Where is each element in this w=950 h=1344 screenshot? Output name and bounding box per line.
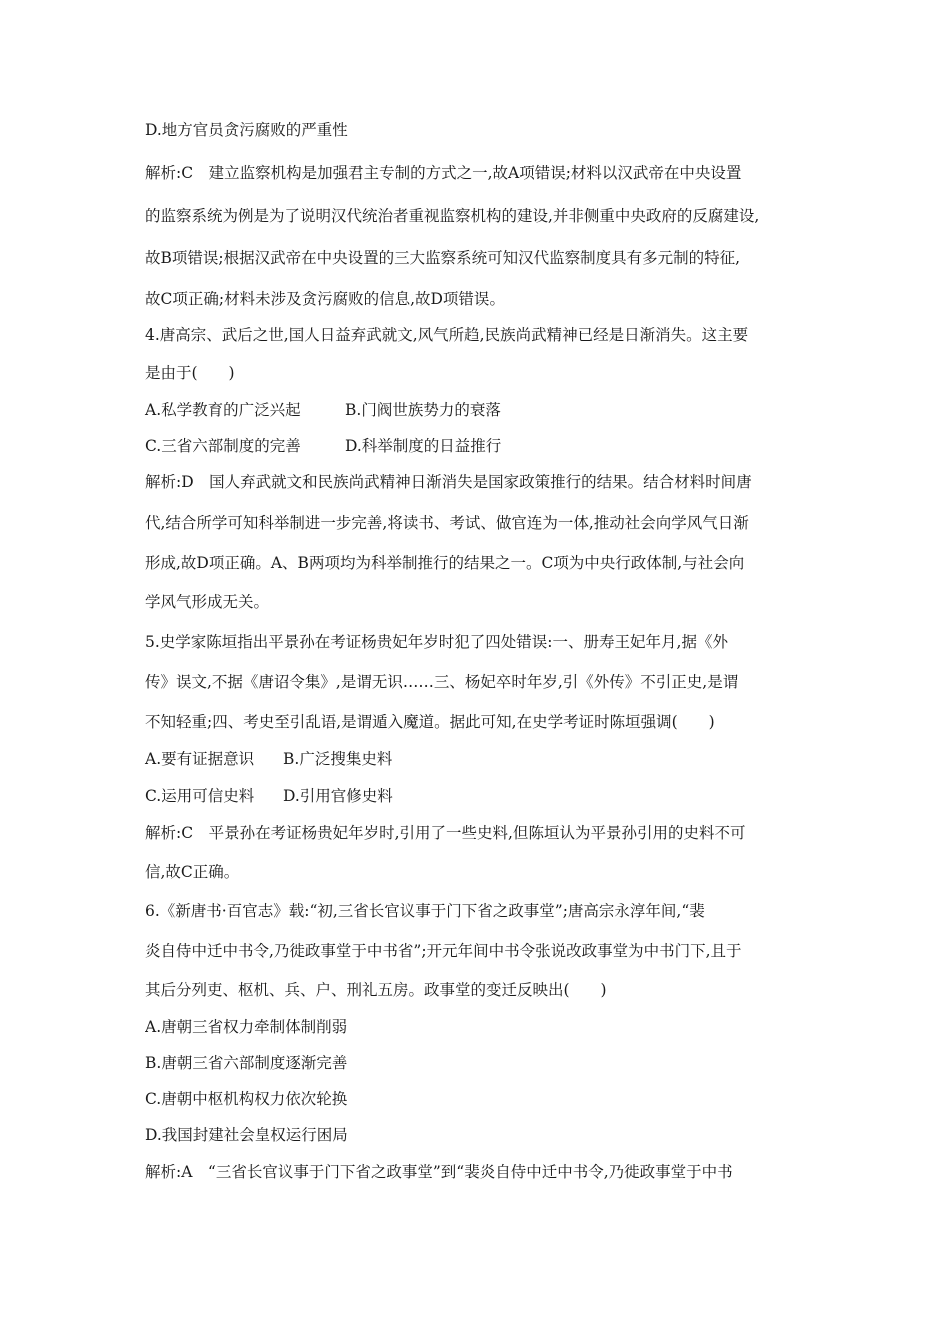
q4-option-b: B.门阀世族势力的衰落 bbox=[345, 401, 501, 419]
q3-analysis-line-4: 故C项正确;材料未涉及贪污腐败的信息,故D项错误。 bbox=[145, 290, 505, 308]
q6-stem-line-2: 炎自侍中迁中书令,乃徙政事堂于中书省”;开元年间中书令张说改政事堂为中书门下,且于 bbox=[145, 942, 742, 960]
q4-option-d: D.科举制度的日益推行 bbox=[345, 437, 502, 455]
q6-option-a: A.唐朝三省权力牵制体制削弱 bbox=[145, 1018, 348, 1036]
q4-stem-line-2: 是由于( ) bbox=[145, 364, 235, 382]
q4-analysis-line-4: 学风气形成无关。 bbox=[145, 593, 270, 611]
q3-analysis-line-2: 的监察系统为例是为了说明汉代统治者重视监察机构的建设,并非侧重中央政府的反腐建设, bbox=[145, 207, 760, 225]
q5-stem-line-2: 传》误文,不据《唐诏令集》,是谓无识……三、杨妃卒时年岁,引《外传》不引正史,是谓 bbox=[145, 673, 739, 691]
q4-analysis-line-1: 解析:D 国人弃武就文和民族尚武精神日渐消失是国家政策推行的结果。结合材料时间唐 bbox=[145, 473, 752, 491]
q4-analysis-line-3: 形成,故D项正确。A、B两项均为科举制推行的结果之一。C项为中央行政体制,与社会向 bbox=[145, 554, 745, 572]
q6-option-b: B.唐朝三省六部制度逐渐完善 bbox=[145, 1054, 348, 1072]
q5-option-d: D.引用官修史料 bbox=[283, 787, 393, 805]
q5-option-b: B.广泛搜集史料 bbox=[283, 750, 393, 768]
q4-stem-line-1: 4.唐高宗、武后之世,国人日益弃武就文,风气所趋,民族尚武精神已经是日渐消失。这主要 bbox=[145, 326, 749, 344]
q5-stem-line-3: 不知轻重;四、考史至引乱语,是谓遁入魔道。据此可知,在史学考证时陈垣强调( ) bbox=[145, 713, 715, 731]
q3-option-d: D.地方官员贪污腐败的严重性 bbox=[145, 121, 348, 139]
q5-option-c: C.运用可信史料 bbox=[145, 787, 255, 805]
q4-option-a: A.私学教育的广泛兴起 bbox=[145, 401, 301, 419]
q4-option-c: C.三省六部制度的完善 bbox=[145, 437, 301, 455]
q3-analysis-line-1: 解析:C 建立监察机构是加强君主专制的方式之一,故A项错误;材料以汉武帝在中央设置 bbox=[145, 164, 742, 182]
q6-analysis-line-1: 解析:A “三省长官议事于门下省之政事堂”到“裴炎自侍中迁中书令,乃徙政事堂于中书 bbox=[145, 1163, 733, 1181]
q6-option-c: C.唐朝中枢机构权力依次轮换 bbox=[145, 1090, 348, 1108]
q6-stem-line-3: 其后分列吏、枢机、兵、户、刑礼五房。政事堂的变迁反映出( ) bbox=[145, 981, 607, 999]
q5-stem-line-1: 5.史学家陈垣指出平景孙在考证杨贵妃年岁时犯了四处错误:一、册寿王妃年月,据《外 bbox=[145, 633, 728, 651]
q6-option-d: D.我国封建社会皇权运行困局 bbox=[145, 1126, 348, 1144]
q5-option-a: A.要有证据意识 bbox=[145, 750, 255, 768]
q5-analysis-line-1: 解析:C 平景孙在考证杨贵妃年岁时,引用了一些史料,但陈垣认为平景孙引用的史料不可 bbox=[145, 824, 746, 842]
q3-analysis-line-3: 故B项错误;根据汉武帝在中央设置的三大监察系统可知汉代监察制度具有多元制的特征, bbox=[145, 249, 741, 267]
q6-stem-line-1: 6.《新唐书·百官志》载:“初,三省长官议事于门下省之政事堂”;唐高宗永淳年间,“裴 bbox=[145, 902, 705, 920]
q5-analysis-line-2: 信,故C正确。 bbox=[145, 863, 240, 881]
q4-analysis-line-2: 代,结合所学可知科举制进一步完善,将读书、考试、做官连为一体,推动社会向学风气日渐 bbox=[145, 514, 749, 532]
